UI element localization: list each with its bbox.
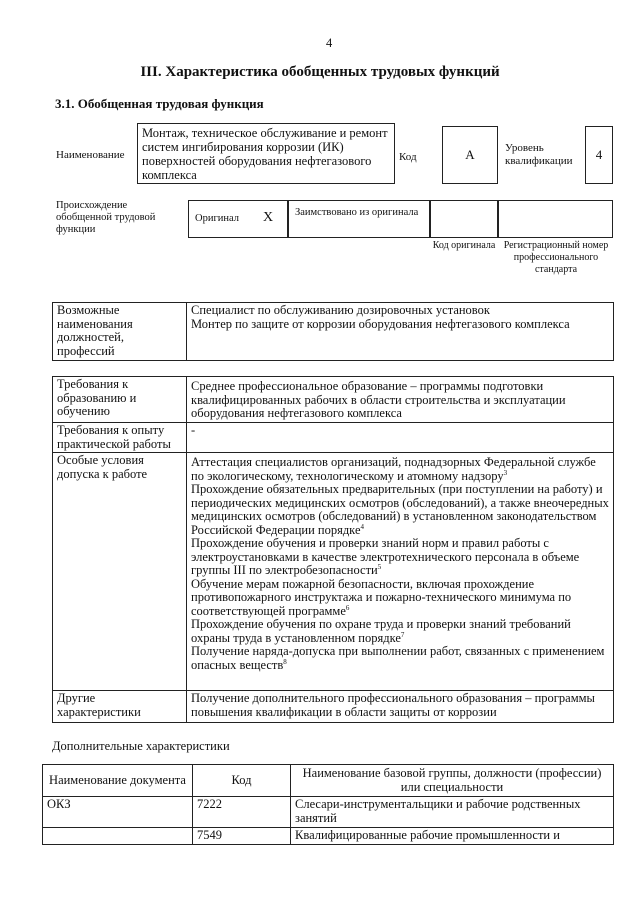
condition-item: Прохождение обучения и проверки знаний норм и правил работы с электроустановками в качестве электротехнического персонала в объеме группы III по электробезопасности$^5$ <box>191 536 580 577</box>
col-name-header: Наименование базовой группы, должности (профессии) или специальности <box>291 765 614 797</box>
table-row <box>43 797 614 828</box>
education-value: Среднее профессиональное образование – программы подготовки квалифицированных рабочих в области строительства и эксплуатации оборудования нефтегазового комплекса <box>187 377 614 423</box>
positions-label: Возможные наименования должностей, профессий <box>53 303 187 361</box>
table-row <box>43 828 614 845</box>
conditions-values <box>187 453 614 691</box>
footnote-ref: 6 <box>345 603 350 612</box>
conditions-label: Особые условия допуска к работе <box>53 453 187 691</box>
original-box <box>188 200 288 238</box>
requirements-table <box>52 376 614 723</box>
footnote-ref: 8 <box>283 657 287 666</box>
original-code-box <box>430 200 498 238</box>
education-label: Требования к образованию и обучению <box>53 377 187 423</box>
row-doc <box>43 828 193 845</box>
positions-table <box>52 302 614 361</box>
row-code: 7222 <box>193 797 291 828</box>
code-value: A <box>465 147 475 162</box>
condition-item: Аттестация специалистов организаций, поднадзорных Федеральной службе по экологическому, технологическому и атомному надзору$^3$ <box>191 455 596 483</box>
position-item: Монтер по защите от коррозии оборудования нефтегазового комплекса <box>191 316 570 331</box>
other-label: Другие характеристики <box>53 691 187 723</box>
borrowed-box: Заимствовано из оригинала <box>288 200 430 238</box>
positions-values <box>187 303 614 361</box>
additional-table <box>42 764 614 845</box>
section-title: III. Характеристика обобщенных трудовых функций <box>140 64 500 80</box>
level-value-box <box>585 126 613 184</box>
original-mark: X <box>263 210 274 225</box>
name-label: Наименование <box>56 149 125 161</box>
condition-item: Получение наряда-допуска при выполнении работ, связанных с применением опасных веществ$^8$ <box>191 644 605 672</box>
condition-item: Прохождение обязательных предварительных (при поступлении на работу) и периодических медицинских осмотров (обследований), а также внеочередных медицинских осмотров (обследований) в установленном законодательством Российской Федерации порядке$^4$ <box>191 482 609 537</box>
row-doc: ОКЗ <box>43 797 193 828</box>
registration-caption: Регистрационный номер профессионального стандарта <box>503 240 609 275</box>
original-label: Оригинал <box>195 213 239 224</box>
row-name: Квалифицированные рабочие промышленности и <box>291 828 614 845</box>
page-number: 4 <box>326 36 333 50</box>
other-value: Получение дополнительного профессионального образования – программы повышения квалификации в области защиты от коррозии <box>187 691 614 723</box>
level-value: 4 <box>595 147 603 162</box>
subsection-title: 3.1. Обобщенная трудовая функция <box>55 96 264 111</box>
code-original-caption: Код оригинала <box>432 240 496 251</box>
function-name-box: Монтаж, техническое обслуживание и ремонт систем ингибирования коррозии (ИК) поверхностей оборудования нефтегазового комплекса <box>137 123 395 184</box>
footnote-ref: 5 <box>377 562 382 571</box>
row-code: 7549 <box>193 828 291 845</box>
registration-number-box <box>498 200 613 238</box>
footnote-ref: 7 <box>400 630 405 639</box>
col-doc-header: Наименование документа <box>43 765 193 797</box>
footnote-ref: 3 <box>503 468 508 477</box>
footnote-ref: 4 <box>360 522 364 531</box>
condition-item: Обучение мерам пожарной безопасности, включая прохождение противопожарного инструктажа и пожарно-технического минимума по соответствующей программе$^6$ <box>191 576 572 618</box>
position-item: Специалист по обслуживанию дозировочных установок <box>191 303 490 317</box>
code-label: Код <box>399 151 417 163</box>
row-name: Слесари-инструментальщики и рабочие родственных занятий <box>291 797 614 828</box>
origin-label: Происхождение обобщенной трудовой функции <box>56 200 156 235</box>
experience-label: Требования к опыту практической работы <box>53 423 187 453</box>
additional-title: Дополнительные характеристики <box>52 739 230 753</box>
level-label: Уровень квалификации <box>505 142 573 167</box>
condition-item: Прохождение обучения по охране труда и проверки знаний требований охраны труда в установленном порядке$^7$ <box>191 617 571 645</box>
col-code-header: Код <box>193 765 291 797</box>
experience-value: - <box>187 423 614 453</box>
code-value-box <box>442 126 498 184</box>
